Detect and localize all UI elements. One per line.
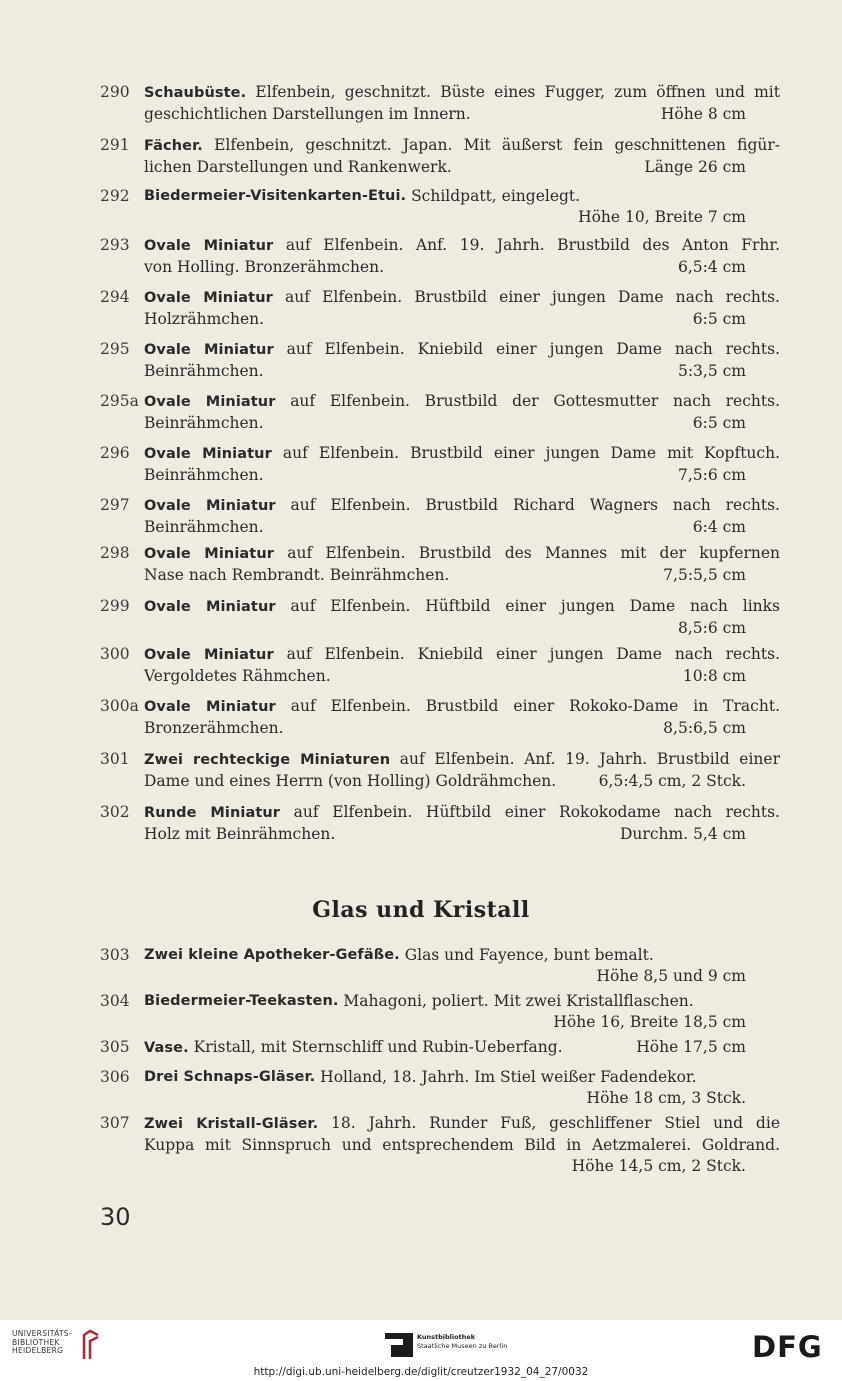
catalog-entry-300a [100,696,780,739]
item-dimensions: Höhe 8,5 und 9 cm [596,967,746,985]
catalog-entry-296 [100,443,780,486]
item-dimensions: Höhe 10, Breite 7 cm [578,208,746,226]
item-dimensions: Höhe 14,5 cm, 2 Stck. [571,1157,746,1175]
item-description: Glas und Fayence, bunt bemalt. [399,946,654,964]
lot-number: 298 [100,544,130,562]
lot-number: 302 [100,803,130,821]
item-description: auf Elfenbein. Hüftbild einer jungen Dame nach links [275,597,780,615]
lot-number: 304 [100,992,130,1010]
item-dimensions: Höhe 16, Breite 18,5 cm [553,1013,746,1031]
catalog-entry-302 [100,802,780,845]
item-description-cont: Holzrähmchen. [144,310,265,328]
item-description: auf Elfenbein. Hüftbild einer Rokokodame nach rechts. [280,803,780,821]
item-description-cont: Beinrähmchen. [144,466,264,484]
dfg-logo[interactable]: DFG [752,1330,823,1364]
item-description: Holland, 18. Jahrh. Im Stiel weißer Fadendekor. [315,1068,697,1086]
lot-number: 307 [100,1114,130,1132]
item-description-cont: Kuppa mit Sinnspruch und entsprechendem Bild in Aetzmalerei. Goldrand. [144,1136,780,1154]
lot-number: 301 [100,750,130,768]
item-dimensions: Höhe 17,5 cm [636,1038,746,1056]
item-dimensions: 10:8 cm [682,667,746,685]
catalog-entry-292 [100,186,780,228]
item-dimensions: 8,5:6,5 cm [663,719,746,737]
item-dimensions: 7,5:6 cm [677,466,746,484]
catalog-entry-303 [100,945,780,987]
lot-number: 292 [100,187,130,205]
item-title: Runde Miniatur [144,805,281,821]
catalog-entry-291 [100,135,780,178]
item-dimensions: Durchm. 5,4 cm [620,825,746,843]
item-dimensions: 7,5:5,5 cm [663,566,746,584]
item-dimensions: 6:5 cm [692,414,746,432]
item-description: Mahagoni, poliert. Mit zwei Kristallflaschen. [338,992,694,1010]
lot-number: 295 [100,340,130,358]
lot-number: 305 [100,1038,130,1056]
item-description-cont: von Holling. Bronzerähmchen. [144,258,385,276]
item-description: auf Elfenbein. Brustbild des Mannes mit der kupfernen [274,544,780,562]
item-dimensions: 5:3,5 cm [677,362,746,380]
item-description: auf Elfenbein. Anf. 19. Jahrh. Brustbild einer [390,750,780,768]
item-description: auf Elfenbein. Kniebild einer jungen Dame nach rechts. [273,340,780,358]
section-title: Glas und Kristall [312,897,530,923]
catalog-entry-293 [100,235,780,278]
item-title: Ovale Miniatur [144,599,276,615]
item-title: Ovale Miniatur [144,647,274,663]
item-dimensions: Höhe 18 cm, 3 Stck. [586,1089,746,1107]
catalog-entry-306 [100,1067,780,1109]
item-description-cont: Holz mit Beinrähmchen. [144,825,336,843]
item-title: Biedermeier-Visitenkarten-Etui. [144,188,407,204]
catalog-entry-297 [100,495,780,538]
item-description-cont: lichen Darstellungen und Rankenwerk. [144,158,452,176]
catalog-entry-290 [100,82,780,125]
catalog-entry-294 [100,287,780,330]
catalog-entry-305 [100,1037,780,1059]
catalog-entry-300 [100,644,780,687]
item-description: auf Elfenbein. Brustbild der Gottesmutter nach rechts. [275,392,780,410]
item-description: auf Elfenbein. Brustbild einer Rokoko-Dame in Tracht. [275,697,780,715]
item-description-cont: Dame und eines Herrn (von Holling) Goldrähmchen. [144,772,557,790]
lot-number: 291 [100,136,130,154]
item-title: Ovale Miniatur [144,446,272,462]
item-description-cont: geschichtlichen Darstellungen im Innern. [144,105,471,123]
item-description: Elfenbein, geschnitzt. Büste eines Fugger, zum öffnen und mit [246,83,780,101]
item-title: Drei Schnaps-Gläser. [144,1069,316,1085]
item-title: Ovale Miniatur [144,394,276,410]
university-library-logo[interactable]: UNIVERSITÄTS- BIBLIOTHEK HEIDELBERG [12,1329,72,1355]
item-description-cont: Beinrähmchen. [144,414,264,432]
item-description-cont: Beinrähmchen. [144,362,264,380]
kunstbibliothek-subtitle: Staatliche Museen zu Berlin [417,1342,508,1350]
lot-number: 290 [100,83,130,101]
item-description-cont: Beinrähmchen. [144,518,264,536]
kunstbibliothek-name: Kunstbibliothek [417,1333,476,1341]
item-description: Schildpatt, eingelegt. [406,187,581,205]
item-description: auf Elfenbein. Anf. 19. Jahrh. Brustbild des Anton Frhr. [273,236,780,254]
item-dimensions: Länge 26 cm [644,158,746,176]
catalog-entry-307 [100,1113,780,1177]
lot-number: 296 [100,444,130,462]
item-dimensions: 6,5:4,5 cm, 2 Stck. [598,772,746,790]
item-title: Biedermeier-Teekasten. [144,993,339,1009]
catalog-entry-304 [100,991,780,1033]
source-url-link[interactable]: http://digi.ub.uni-heidelberg.de/diglit/creutzer1932_04_27/0032 [253,1366,589,1378]
lot-number: 300a [100,697,139,715]
catalog-entry-295a [100,391,780,434]
lot-number: 299 [100,597,130,615]
item-title: Ovale Miniatur [144,290,273,306]
lot-number: 303 [100,946,130,964]
item-title: Vase. [144,1040,189,1056]
item-title: Ovale Miniatur [144,342,274,358]
item-dimensions: 6:5 cm [692,310,746,328]
item-title: Zwei Kristall-Gläser. [144,1116,319,1132]
item-dimensions: 6:4 cm [692,518,746,536]
item-description: Kristall, mit Sternschliff und Rubin-Ueberfang. [188,1038,563,1056]
item-title: Ovale Miniatur [144,498,276,514]
page-number: 30 [100,1203,131,1231]
item-title: Schaubüste. [144,85,247,101]
item-title: Ovale Miniatur [144,699,276,715]
catalog-entry-298 [100,543,780,586]
lot-number: 297 [100,496,130,514]
catalog-entry-299 [100,596,780,639]
catalog-entry-301 [100,749,780,792]
item-title: Ovale Miniatur [144,238,274,254]
item-title: Zwei kleine Apotheker-Gefäße. [144,947,400,963]
item-dimensions: 6,5:4 cm [677,258,746,276]
lot-number: 293 [100,236,130,254]
item-description-cont: Vergoldetes Rähmchen. [144,667,331,685]
kunstbibliothek-emblem-icon [385,1333,413,1357]
item-description: auf Elfenbein. Kniebild einer jungen Dame nach rechts. [273,645,780,663]
university-emblem-icon [80,1329,102,1361]
item-description: auf Elfenbein. Brustbild Richard Wagners nach rechts. [275,496,780,514]
item-description: auf Elfenbein. Brustbild einer jungen Dame mit Kopftuch. [271,444,780,462]
item-title: Ovale Miniatur [144,546,274,562]
item-title: Zwei rechteckige Miniaturen [144,752,391,768]
item-description-cont: Nase nach Rembrandt. Beinrähmchen. [144,566,450,584]
item-description: auf Elfenbein. Brustbild einer jungen Dame nach rechts. [272,288,780,306]
item-dimensions: Höhe 8 cm [660,105,746,123]
lot-number: 295a [100,392,139,410]
item-description: Elfenbein, geschnitzt. Japan. Mit äußerst fein geschnittenen figür- [202,136,780,154]
catalog-entry-295 [100,339,780,382]
lot-number: 306 [100,1068,130,1086]
lot-number: 300 [100,645,130,663]
kunstbibliothek-logo[interactable] [385,1333,507,1357]
lot-number: 294 [100,288,130,306]
item-title: Fächer. [144,138,203,154]
item-description-cont: Bronzerähmchen. [144,719,284,737]
item-dimensions: 8,5:6 cm [677,619,746,637]
item-description: 18. Jahrh. Runder Fuß, geschliffener Stiel und die [318,1114,780,1132]
